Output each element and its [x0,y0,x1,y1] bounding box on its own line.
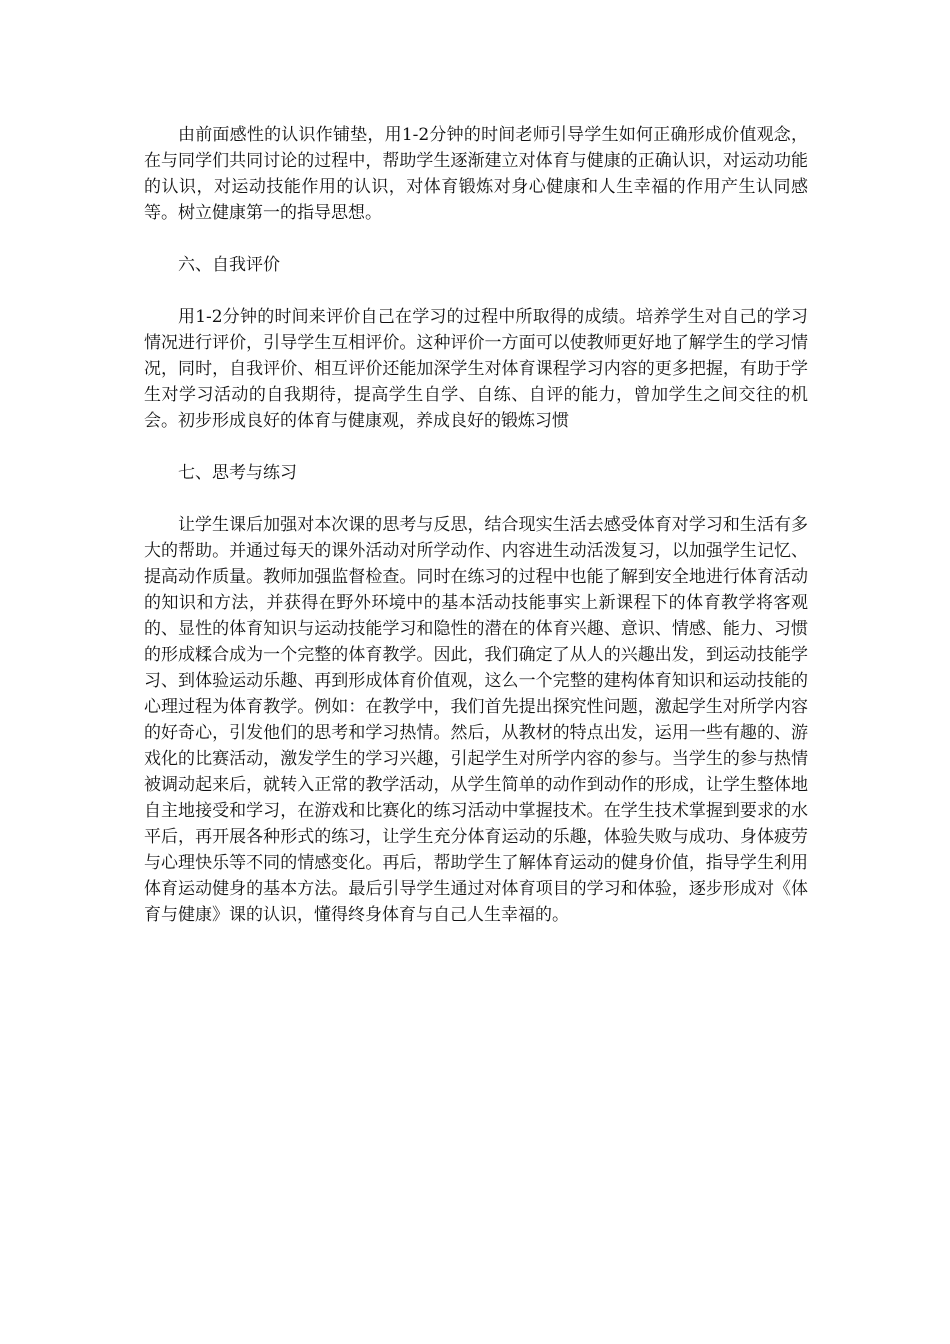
paragraph-spacer [144,434,808,460]
document-body [144,122,808,928]
paragraph-spacer [144,486,808,512]
paragraph-self-evaluation: 用1-2分钟的时间来评价自己在学习的过程中所取得的成绩。培养学生对自己的学习情况进行评价，引导学生互相评价。这种评价一方面可以使教师更好地了解学生的学习情况，同时，自我评价、相互评价还能加深学生对体育课程学习内容的更多把握，有助于学生对学习活动的自我期待，提高学生自学、自练、自评的能力，曾加学生之间交往的机会。初步形成良好的体育与健康观，养成良好的锻炼习惯 [144,307,808,431]
section-heading-self-evaluation: 六、自我评价 [178,255,280,275]
paragraph-spacer [144,226,808,252]
paragraph-reflection-practice: 让学生课后加强对本次课的思考与反思，结合现实生活去感受体育对学习和生活有多大的帮助。并通过每天的课外活动对所学动作、内容进生动活泼复习，以加强学生记忆、提高动作质量。教师加强监督检查。同时在练习的过程中也能了解到安全地进行体育活动的知识和方法，并获得在野外环境中的基本活动技能事实上新课程下的体育教学将客观的、显性的体育知识与运动技能学习和隐性的潜在的体育兴趣、意识、情感、能力、习惯的形成糅合成为一个完整的体育教学。因此，我们确定了从人的兴趣出发，到运动技能学习、到体验运动乐趣、再到形成体育价值观，这么一个完整的建构体育知识和运动技能的心理过程为体育教学。例如：在教学中，我们首先提出探究性问题，激起学生对所学内容的好奇心，引发他们的思考和学习热情。然后，从教材的特点出发，运用一些有趣的、游戏化的比赛活动，激发学生的学习兴趣，引起学生对所学内容的参与。当学生的参与热情被调动起来后，就转入正常的教学活动，从学生简单的动作到动作的形成，让学生整体地自主地接受和学习，在游戏和比赛化的练习活动中掌握技术。在学生技术掌握到要求的水平后，再开展各种形式的练习，让学生充分体育运动的乐趣，体验失败与成功、身体疲劳与心理快乐等不同的情感变化。再后，帮助学生了解体育运动的健身价值，指导学生利用体育运动健身的基本方法。最后引导学生通过对体育项目的学习和体验，逐步形成对《体育与健康》课的认识，懂得终身体育与自己人生幸福的。 [144,515,808,925]
paragraph-value-formation: 由前面感性的认识作铺垫，用1-2分钟的时间老师引导学生如何正确形成价值观念，在与同学们共同讨论的过程中，帮助学生逐渐建立对体育与健康的正确认识，对运动功能的认识，对运动技能作用的认识，对体育锻炼对身心健康和人生幸福的作用产生认同感等。树立健康第一的指导思想。 [144,125,808,223]
section-heading-reflection-practice: 七、思考与练习 [178,463,297,483]
paragraph-spacer [144,278,808,304]
